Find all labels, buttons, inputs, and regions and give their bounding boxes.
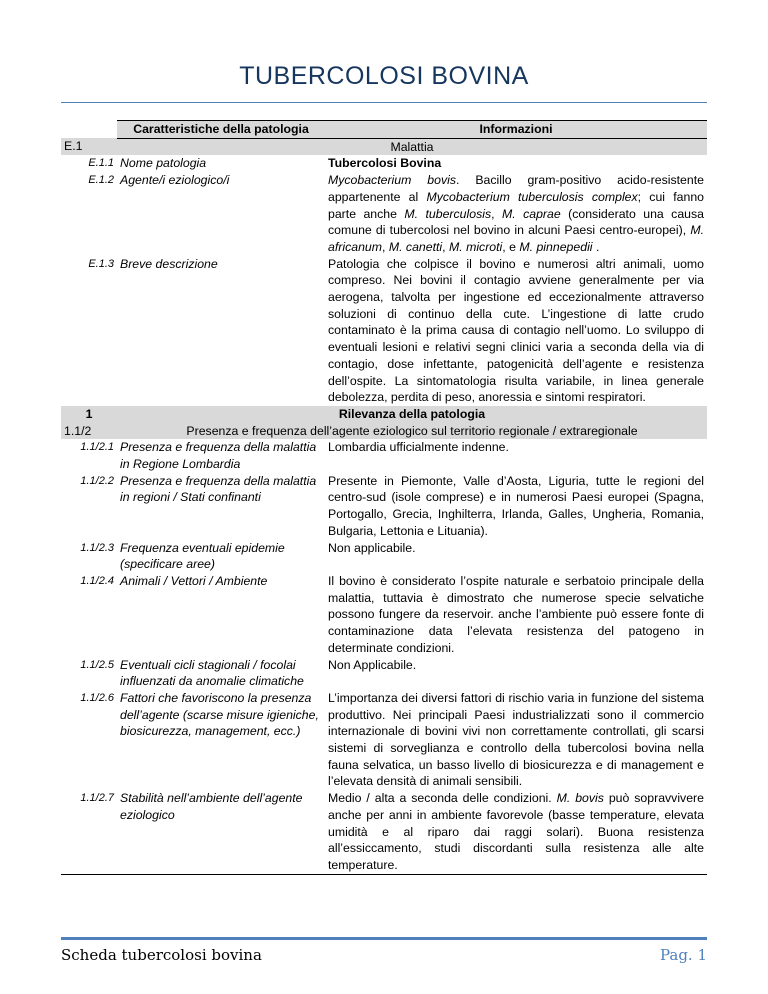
title-underline: [61, 102, 707, 103]
value-part: ,: [491, 206, 502, 221]
row-index: E.1.1: [88, 157, 114, 170]
value-part: M. caprae: [501, 206, 561, 221]
value-part: può sopravvivere anche per anni in ambiente favorevole (basse temperature, elevata umidità e al riparo dai raggi solari). Buona resistenza all’essiccamento, studi discordanti sulla resistenza alle alte temperature.: [328, 791, 704, 872]
value-part: M. microti: [449, 239, 503, 254]
row-label: Nome patologia: [120, 156, 207, 171]
value-part: ,: [382, 239, 389, 254]
section-title: Rilevanza della patologia: [117, 406, 707, 423]
value-part: M. pinnepedii: [519, 239, 593, 254]
section-row-1-1: [61, 423, 707, 440]
value-part: M. africanum: [328, 223, 704, 254]
document-title: TUBERCOLOSI BOVINA: [239, 62, 529, 90]
table-row: [61, 540, 707, 573]
value-part: , e: [502, 239, 520, 254]
row-label: Eventuali cicli stagionali / focolai influenzati da anomalie climatiche: [120, 657, 304, 689]
row-label: Fattori che favoriscono la presenza dell’agente (scarse misure igieniche, biosicurezza, management, ecc.): [120, 690, 319, 739]
table-row: [61, 690, 707, 790]
value-part: Mycobacterium bovis: [328, 173, 456, 188]
row-value: L’importanza dei diversi fattori di rischio varia in funzione del sistema produttivo. Nei principali Paesi industrializzati sono il commercio internazionale di bovini vivi non correttamente controllati, gli scarsi sistemi di sorveglianza e controllo della tubercolosi bovina nella fauna selvatica, un basso livello di biosicurezza e di management e l’elevata densità di animali sensibili.: [328, 690, 704, 789]
header-information: Informazioni: [325, 121, 707, 139]
value-part: ; cui fanno parte anche: [328, 189, 704, 221]
section-code: E.1: [61, 138, 117, 155]
row-index: 1.1/2.6: [80, 691, 114, 704]
table-row: [61, 473, 707, 540]
row-label: Breve descrizione: [120, 256, 218, 271]
table-row: [61, 790, 707, 874]
row-label: Frequenza eventuali epidemie (specificare aree): [120, 540, 285, 572]
value-part: Mycobacterium tuberculosis complex: [426, 189, 638, 204]
row-index: 1.1/2.7: [61, 790, 117, 874]
table-row: [61, 657, 707, 690]
row-index: 1.1/2.5: [80, 658, 114, 671]
value-part: M. canetti: [388, 239, 443, 254]
row-value: Non Applicabile.: [328, 657, 417, 672]
page-number: Pag. 1: [659, 946, 707, 964]
row-index: 1.1/2.4: [80, 574, 114, 587]
footer-rule: [61, 937, 707, 940]
table-row: [61, 256, 707, 406]
row-index: E.1.3: [88, 257, 114, 270]
row-label: Agente/i eziologico/i: [120, 173, 230, 188]
section-title: Presenza e frequenza dell’agente eziologico sul territorio regionale / extraregionale: [117, 423, 707, 440]
header-characteristics: Caratteristiche della patologia: [117, 121, 325, 139]
row-index: 1.1/2.1: [80, 441, 114, 454]
row-value: Lombardia ufficialmente indenne.: [328, 440, 509, 455]
row-label: Presenza e frequenza della malattia in Regione Lombardia: [120, 440, 317, 472]
table-row: [61, 439, 707, 472]
footer-document-name: Scheda tubercolosi bovina: [61, 946, 262, 964]
row-value: [325, 172, 707, 256]
row-value: Tubercolosi Bovina: [328, 156, 442, 171]
row-label: Stabilità nell’ambiente dell’agente eziologico: [117, 790, 325, 874]
row-index: 1.1/2.3: [80, 541, 114, 554]
row-index: E.1.2: [88, 174, 114, 187]
table-row: [61, 172, 707, 256]
section-row-e1: [61, 138, 707, 155]
row-label: Animali / Vettori / Ambiente: [120, 573, 268, 588]
value-part: M. bovis: [556, 791, 604, 806]
value-part: Medio / alta a seconda delle condizioni.: [328, 791, 557, 806]
row-value: Patologia che colpisce il bovino e numerosi altri animali, uomo compreso. Nei bovini il contagio avviene generalmente per via aerogena, talvolta per ingestione ed eccezionalmente attraverso soluzioni di continuo della cute. L’ingestione di latte crudo contaminato è la prima causa di contagio nell’uomo. Lo sviluppo di eventuali lesioni e relativi segni clinici varia a seconda della via di contagio, dose infettante, patogenicità dell’agente e resistenza dell’ospite. La sintomatologia risulta variabile, in linea generale debolezza, perdita di peso, anoressia e sintomi respiratori.: [328, 256, 704, 405]
value-part: .: [592, 239, 600, 254]
row-index: 1.1/2.2: [80, 474, 114, 487]
value-part: M. tuberculosis: [404, 206, 492, 221]
table-row: [61, 155, 707, 172]
row-value: [325, 790, 707, 874]
section-row-1: [61, 406, 707, 423]
value-part: (considerato una causa comune di tubercolosi nel bovino in alcuni Paesi centro-europei),: [328, 206, 704, 238]
disease-info-table: [61, 120, 707, 875]
table-header-row: [61, 121, 707, 139]
row-label: Presenza e frequenza della malattia in regioni / Stati confinanti: [120, 473, 317, 505]
value-part: . Bacillo gram-positivo acido-resistente appartenente al: [328, 173, 704, 204]
row-value: Non applicabile.: [328, 540, 416, 555]
section-code: 1.1/2: [61, 423, 117, 440]
section-code: 1: [61, 406, 117, 423]
section-title: Malattia: [117, 138, 707, 155]
value-part: ,: [442, 239, 449, 254]
row-value: Il bovino è considerato l’ospite naturale e serbatoio principale della malattia, tuttavia è dimostrato che numerose specie selvatiche possono fungere da reservoir. anche l’ambiente può essere fonte di contaminazione data l’elevata resistenza del patogeno in determinate condizioni.: [328, 573, 704, 655]
table-row: [61, 573, 707, 657]
row-value: Presente in Piemonte, Valle d’Aosta, Liguria, tutte le regioni del centro-sud (isole comprese) e in numerosi Paesi europei (Spagna, Portogallo, Grecia, Inghilterra, Irlanda, Galles, Ungheria, Romania, Bulgaria, Lettonia e Lituania).: [328, 473, 704, 538]
